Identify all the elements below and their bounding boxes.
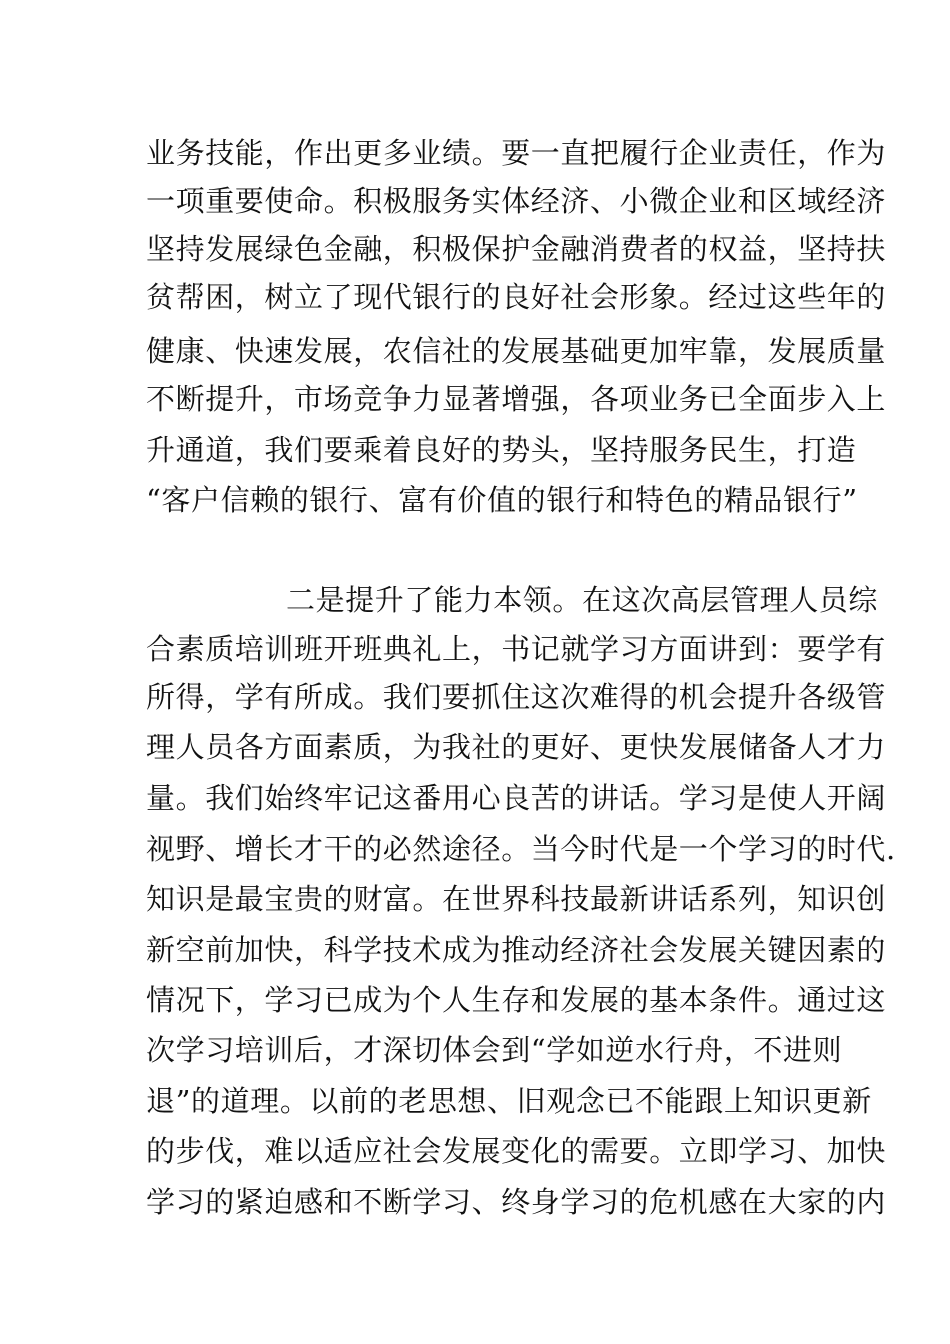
text-line: 新空前加快，科学技术成为推动经济社会发展关键因素的 xyxy=(146,933,887,967)
text-line: 二是提升了能力本领。在这次高层管理人员综 xyxy=(286,583,879,617)
text-line: 贫帮困，树立了现代银行的良好社会形象。经过这些年的 xyxy=(146,280,887,314)
text-line: 视野、增长才干的必然途径。当今时代是一个学习的时代. xyxy=(146,832,896,866)
text-line: 理人员各方面素质，为我社的更好、更快发展储备人才力 xyxy=(146,730,887,764)
text-line: 情况下，学习已成为个人生存和发展的基本条件。通过这 xyxy=(146,983,887,1017)
text-line: 一项重要使命。积极服务实体经济、小微企业和区域经济 xyxy=(146,184,887,218)
text-line: 退”的道理。以前的老思想、旧观念已不能跟上知识更新 xyxy=(146,1084,872,1118)
text-line: 量。我们始终牢记这番用心良苦的讲话。学习是使人开阔 xyxy=(146,781,887,815)
text-line: 的步伐，难以适应社会发展变化的需要。立即学习、加快 xyxy=(146,1134,887,1168)
text-line: “客户信赖的银行、富有价值的银行和特色的精品银行” xyxy=(146,483,858,517)
text-line: 次学习培训后，才深切体会到“学如逆水行舟，不进则 xyxy=(146,1033,843,1067)
text-line: 学习的紧迫感和不断学习、终身学习的危机感在大家的内 xyxy=(146,1185,887,1219)
text-line: 不断提升，市场竞争力显著增强，各项业务已全面步入上 xyxy=(146,382,887,416)
text-line: 合素质培训班开班典礼上，书记就学习方面讲到：要学有 xyxy=(146,632,887,666)
text-line: 知识是最宝贵的财富。在世界科技最新讲话系列，知识创 xyxy=(146,882,887,916)
text-line: 所得，学有所成。我们要抓住这次难得的机会提升各级管 xyxy=(146,680,887,714)
text-line: 业务技能，作出更多业绩。要一直把履行企业责任，作为 xyxy=(146,136,887,170)
text-line: 坚持发展绿色金融，积极保护金融消费者的权益，坚持扶 xyxy=(146,232,887,266)
text-line: 健康、快速发展，农信社的发展基础更加牢靠，发展质量 xyxy=(146,334,887,368)
text-line: 升通道，我们要乘着良好的势头，坚持服务民生，打造 xyxy=(146,433,857,467)
